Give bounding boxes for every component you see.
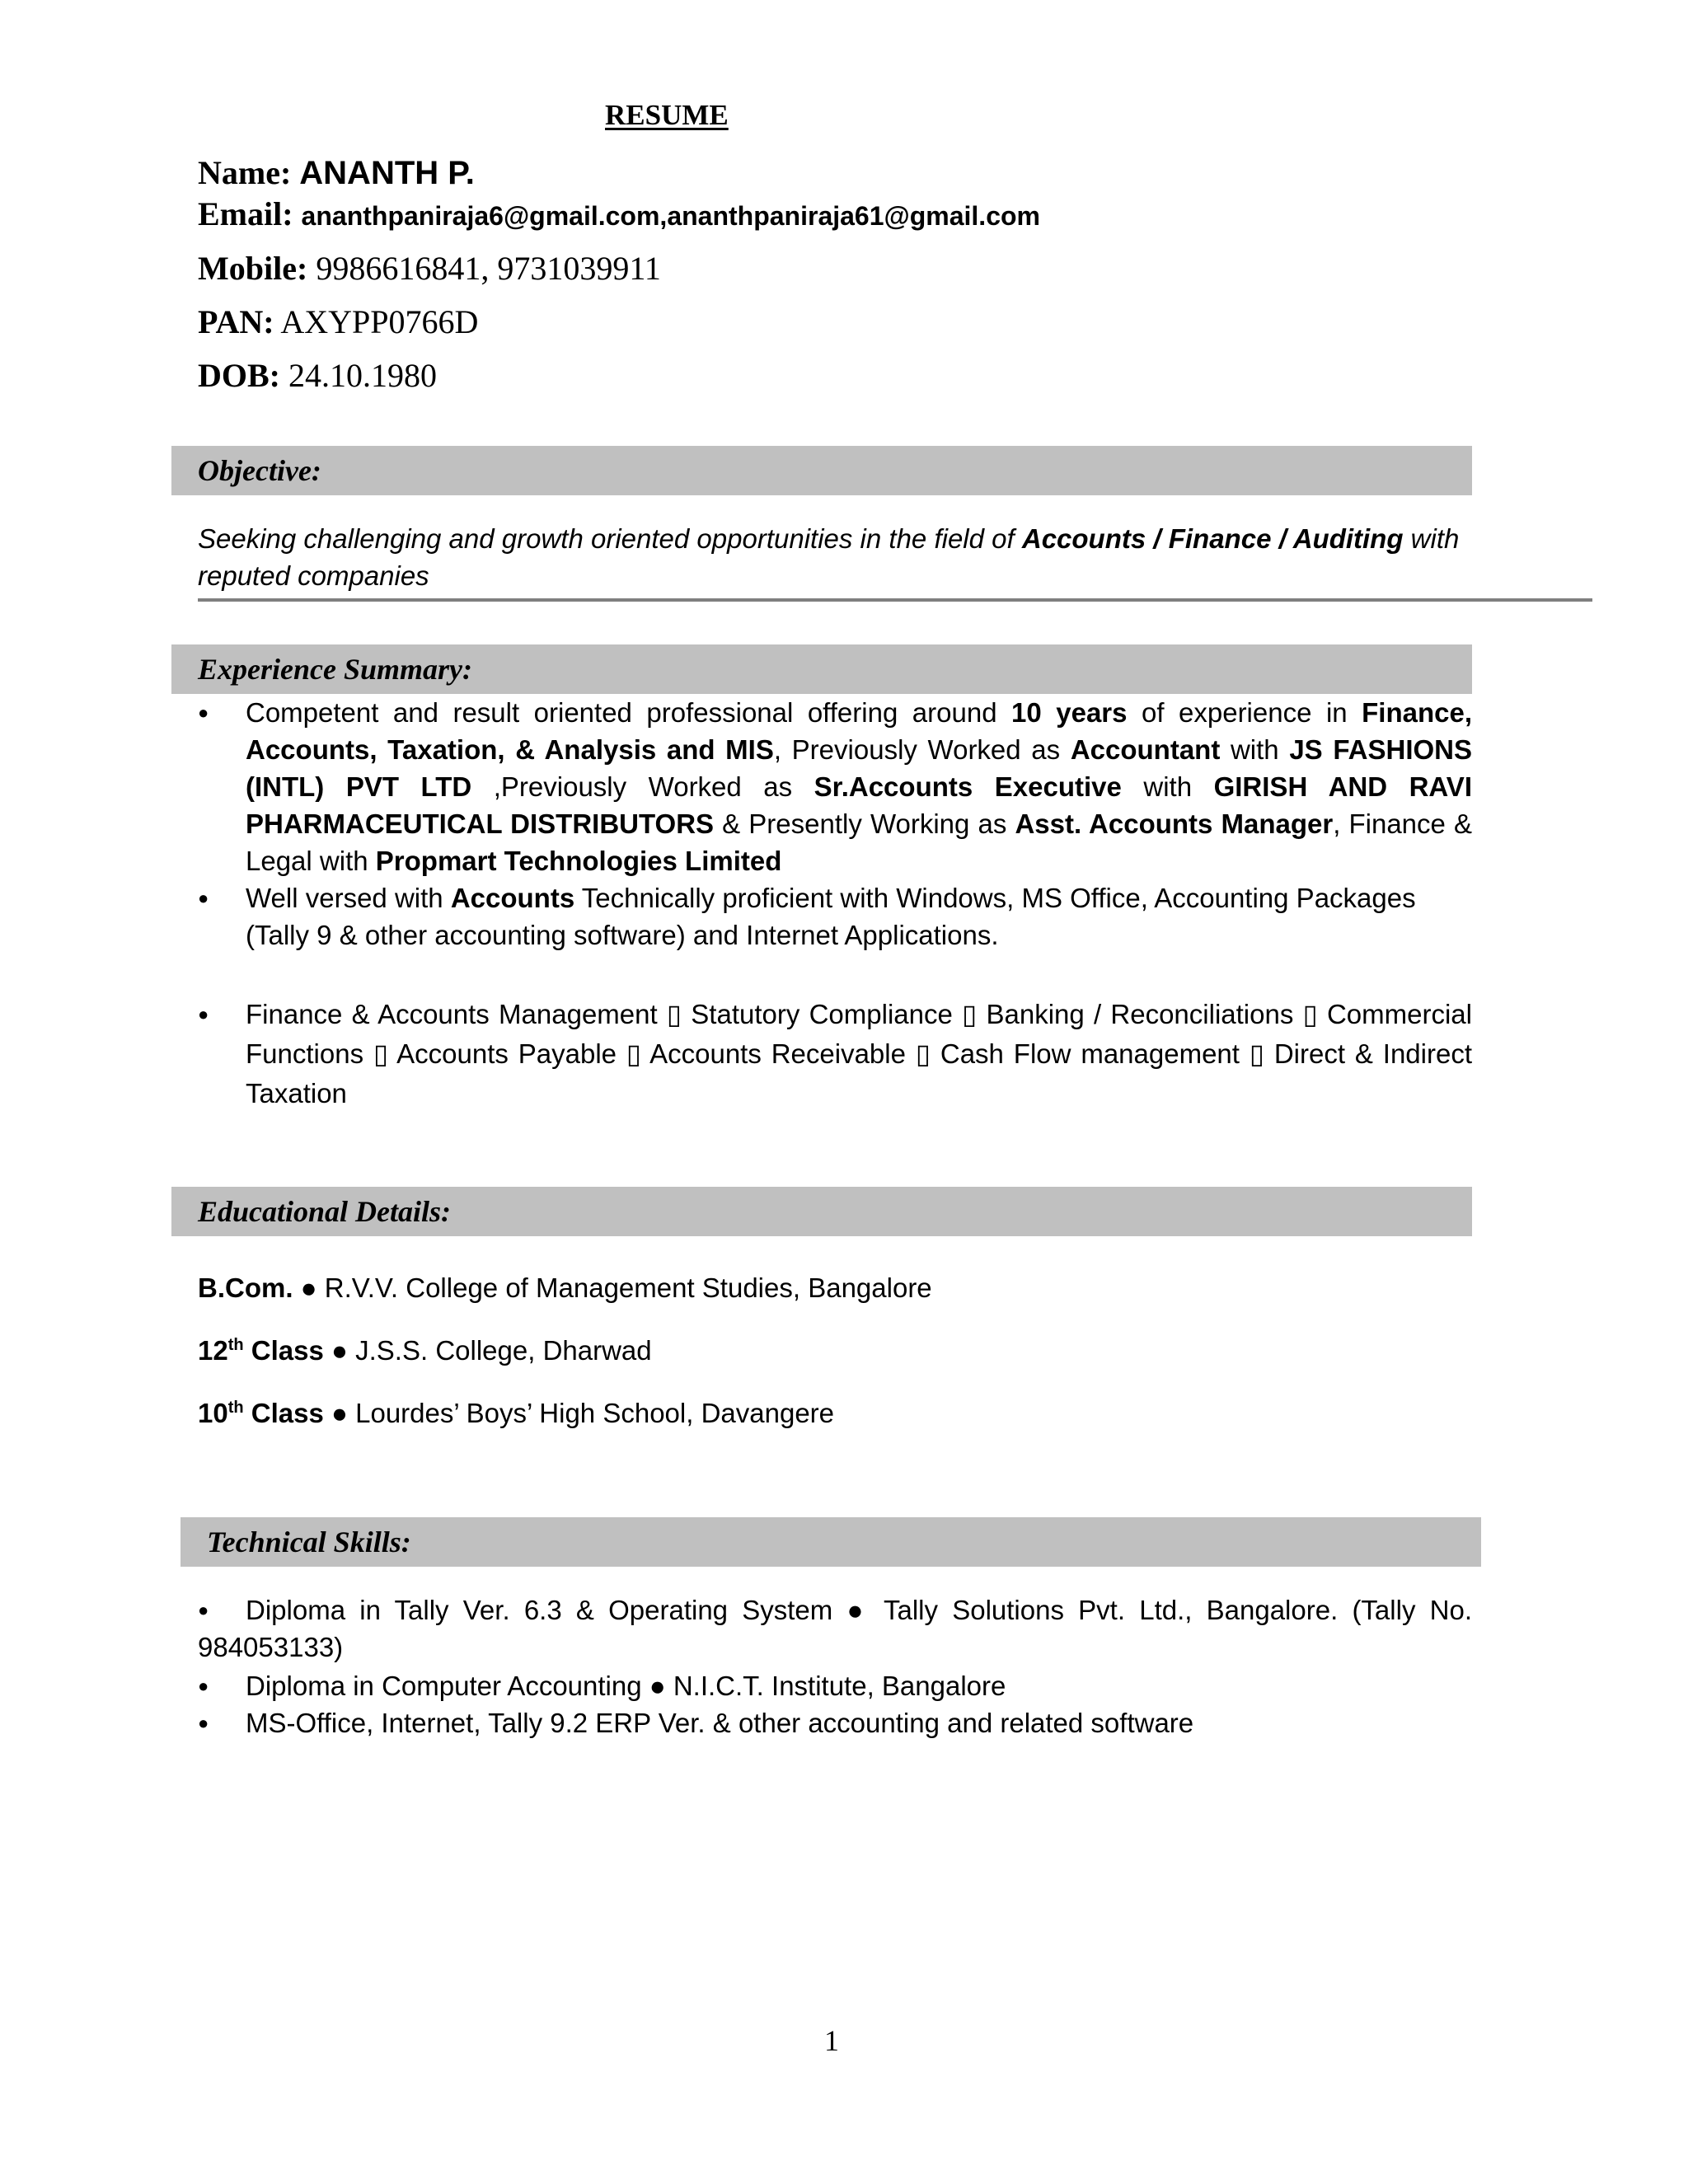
dob-label: DOB: (198, 357, 280, 394)
education-item: B.Com. ● R.V.V. College of Management Studies, Bangalore (198, 1272, 932, 1303)
technical-item: ● MS-Office, Internet, Tally 9.2 ERP Ver. & other accounting and related software (198, 1704, 1472, 1741)
experience-heading: Experience Summary: (171, 644, 1472, 694)
email-value: ananthpaniraja6@gmail.com,ananthpaniraja61@gmail.com (301, 201, 1040, 231)
page-number: 1 (824, 2024, 839, 2057)
education-item: 12th Class ● J.S.S. College, Dharwad (198, 1335, 652, 1366)
name-row (198, 153, 475, 193)
education-item: 10th Class ● Lourdes’ Boys’ High School, Davangere (198, 1398, 835, 1428)
pan-label: PAN: (198, 303, 274, 340)
email-row (198, 194, 1040, 236)
objective-text-before: Seeking challenging and growth oriented opportunities in the field of (198, 523, 1015, 554)
pan-value: AXYPP0766D (280, 303, 479, 340)
experience-item: ● Well versed with Accounts Technically proficient with Windows, MS Office, Accounting Packages (Tally 9 & other accounting software) and Internet Applications. (198, 879, 1472, 954)
experience-list (198, 694, 1472, 1113)
mobile-label: Mobile: (198, 250, 308, 287)
experience-item: ● Finance & Accounts Management ▯ Statutory Compliance ▯ Banking / Reconciliations ▯ Commercial Functions ▯ Accounts Payable ▯ Accounts Receivable ▯ Cash Flow management ▯ Direct & Indirect Taxation (198, 995, 1472, 1113)
objective-divider (198, 598, 1592, 602)
objective-text-after: with reputed companies (198, 523, 1460, 591)
technical-item: ● Diploma in Tally Ver. 6.3 & Operating System ● Tally Solutions Pvt. Ltd., Bangalore. (Tally No. 984053133) (198, 1591, 1472, 1666)
objective-heading: Objective: (171, 446, 1472, 495)
pan-row (198, 302, 478, 342)
objective-fields: Accounts / Finance / Auditing (1021, 523, 1404, 554)
objective-text (198, 520, 1472, 594)
resume-title: RESUME (605, 99, 729, 131)
mobile-row (198, 249, 661, 288)
technical-item: ● Diploma in Computer Accounting ● N.I.C.T. Institute, Bangalore (198, 1667, 1472, 1704)
name-value: ANANTH P. (299, 155, 475, 191)
education-heading: Educational Details: (171, 1187, 1472, 1236)
email-label: Email: (198, 195, 293, 232)
technical-heading: Technical Skills: (181, 1517, 1481, 1567)
technical-list (198, 1591, 1472, 1741)
dob-row (198, 356, 437, 396)
mobile-value: 9986616841, 9731039911 (316, 250, 661, 287)
experience-item: ● Competent and result oriented professional offering around 10 years of experience in Finance, Accounts, Taxation, & Analysis and MIS, Previously Worked as Accountant with JS FASHIONS (INTL) PVT LTD ,Previously Worked as Sr.Accounts Executive with GIRISH AND RAVI PHARMACEUTICAL DISTRIBUTORS & Presently Working as Asst. Accounts Manager, Finance & Legal with Propmart Technologies Limited (198, 694, 1472, 879)
dob-value: 24.10.1980 (288, 357, 437, 394)
name-label: Name: (198, 154, 292, 191)
